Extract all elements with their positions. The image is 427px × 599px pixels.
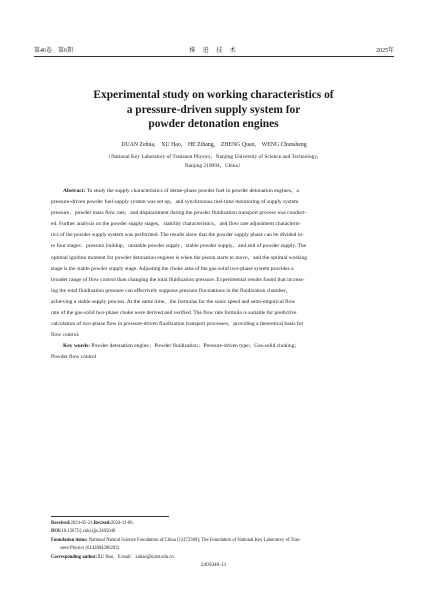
doi-label: DOI: bbox=[51, 529, 62, 535]
keywords-line: Powder flow control bbox=[51, 354, 97, 361]
received-revised-line bbox=[51, 520, 381, 528]
keywords-label: Key words: bbox=[63, 343, 91, 350]
abstract-line: optimal ignition moment for powder detonation engines is when the piston starts to move，and the optimal working bbox=[51, 254, 308, 261]
abstract-line: tics of the powder supply system was performed. The results show that the powder supply phase can be divided in- bbox=[51, 232, 304, 239]
affiliation-line: （National Key Laboratory of Transient Physics，Nanjing University of Science and Technology， bbox=[105, 154, 323, 160]
corresponding-label: Corresponding author: bbox=[51, 554, 98, 560]
received-date: 2024-05-21; bbox=[70, 521, 94, 526]
title-line: a pressure-driven supply system for bbox=[126, 103, 301, 116]
header-rule bbox=[34, 56, 394, 57]
corresponding-line bbox=[51, 554, 381, 562]
header-volume-issue: 第46卷 第6期 bbox=[34, 48, 74, 54]
abstract-line: ing the total fluidization pressure can effectively suppress pressure fluctuations in the fluidization chamber， bbox=[51, 287, 292, 294]
abstract-line: broader range of flow control than changing the total fluidization pressure. Experimental results found that increas- bbox=[51, 276, 305, 283]
doi-value: 10.13675/j.cnki.tjjs.2405048 bbox=[61, 529, 116, 535]
abstract-line: achieving a stable supply process. At the same time，the formulas for the sonic speed and semi-empirical flow bbox=[51, 298, 296, 305]
abstract-label: Abstract: bbox=[63, 188, 86, 194]
title-line: Experimental study on working characteristics of bbox=[93, 89, 334, 101]
author-list: DUAN Zehua, XU Hao, HE Zihang, ZHENG Quan, WENG Chunsheng bbox=[121, 142, 307, 148]
header-year: 2025年 bbox=[375, 48, 394, 54]
abstract-line: ed. Further analysis on the powder supply stages，stability characteristics，and flow rate adjustment characteris- bbox=[51, 221, 302, 228]
header-journal-name: 推 进 技 术 bbox=[189, 48, 239, 54]
title-line: powder detonation engines bbox=[148, 118, 279, 131]
abstract-line bbox=[51, 186, 375, 197]
page-number: 2405048-13 bbox=[200, 562, 227, 568]
abstract-line: rate of the gas-solid two-phase choke were derived and verified. The flow rate formula is suitable for predictive bbox=[51, 310, 297, 317]
running-header bbox=[34, 45, 394, 55]
abstract-line: pressure-driven powder fuel supply system was set up，and synchronous real-time monitoring of supply system bbox=[51, 199, 299, 206]
foundation-text: National Natural Science Foundation of China (12472368); The Foundation of National Key Laboratory of Tran- bbox=[88, 537, 301, 543]
foundation-line: sient Physics (6142604200203). bbox=[60, 546, 121, 552]
keywords-text: Powder detonation engine；Powder fluidization；Pressure-driven type；Gas-solid choking； bbox=[91, 343, 300, 350]
revised-date: 2024-11-06. bbox=[110, 521, 134, 526]
received-label: Received: bbox=[51, 521, 71, 526]
revised-label: Revised: bbox=[93, 521, 111, 526]
footnote-rule bbox=[51, 516, 169, 517]
abstract-line: calculation of two-phase flow in pressure-driven fluidization transport processes，providing a theoretical basis for bbox=[51, 321, 304, 328]
abstract-text: To study the supply characteristics of dense-phase powder fuel in powder detonation engines，a bbox=[86, 188, 299, 194]
affiliation bbox=[34, 153, 394, 170]
doi-line bbox=[51, 528, 381, 536]
footnotes bbox=[51, 520, 381, 562]
foundation-label: Foundation items: bbox=[51, 537, 88, 543]
abstract-line: to four stages：pressure buildup，unstable powder supply，stable powder supply，and end of powder supply. The bbox=[51, 243, 307, 250]
abstract-line: flow control. bbox=[51, 332, 80, 339]
affiliation-line: Nanjing 210094，China） bbox=[184, 162, 244, 169]
keywords-line bbox=[51, 341, 375, 352]
abstract-line: stage is the stable powder supply stage. Adjusting the choke area of the gas-solid two-phase system provides a bbox=[51, 265, 294, 272]
abstract-line: pressure，powder mass flow rate，and displacement during the powder fluidization transport process was conduct- bbox=[51, 210, 307, 217]
foundation-line bbox=[51, 537, 381, 545]
paper-title bbox=[40, 88, 387, 132]
corresponding-text: XU Hao，E-mail：xuhao@njust.edu.cn bbox=[97, 554, 174, 560]
abstract-block bbox=[51, 186, 375, 364]
